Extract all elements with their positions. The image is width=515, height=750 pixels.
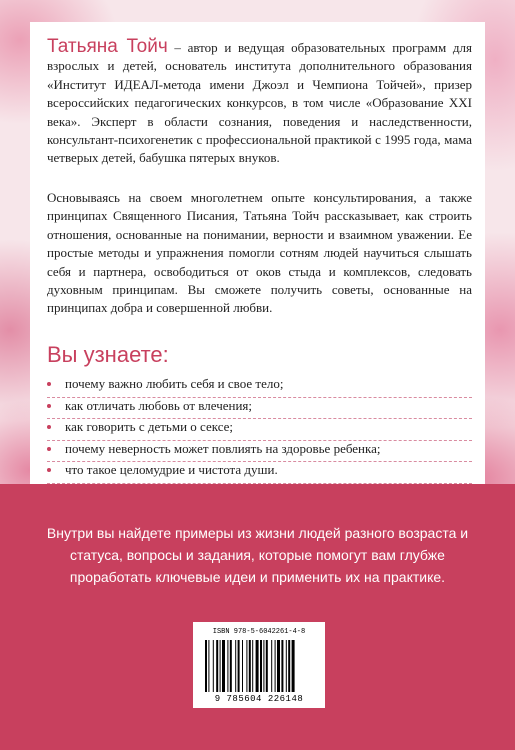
- author-bio-text: – автор и ведущая образовательных программ для взрослых и детей, основатель института дополнительного образования «Институт ИДЕАЛ-метода имени Джоэл и Чемпиона Тойчей», призер всероссийских педагогических конкурсов, в том числе «Образование XXI века». Эксперт в области сознания, поведения и наследственности, консультант-психогенетик с профессиональной практикой с 1995 года, мама четверых детей, бабушка пятерых внуков.: [47, 40, 472, 166]
- bullet-icon: [47, 404, 51, 408]
- description-paragraph: Основываясь на своем многолетнем опыте консультирования, а также принципах Священного Писания, Татьяна Тойч рассказывает, как строить отношения, основанные на понимании, верности и взаимном уважении. Ее простые методы и упражнения помогли сотням людей научиться слышать себя и партнера, освободиться от оков стыда и комплексов, следовать духовным принципам. Вы сможете получить советы, основанные на принципах добра и совершенной любви.: [47, 190, 472, 316]
- author-name: Татьяна Тойч: [47, 36, 168, 57]
- band-text: Внутри вы найдете примеры из жизни людей разного возраста и статуса, вопросы и задания, которые помогут вам глубже проработать ключевые идеи и применить их на практике.: [46, 525, 469, 585]
- barcode-icon: [205, 640, 315, 692]
- list-item: как говорить с детьми о сексе;: [47, 419, 472, 441]
- list-item: почему важно любить себя и свое тело;: [47, 376, 472, 398]
- isbn-label: ISBN 978-5-6042261-4-8: [212, 628, 306, 636]
- bullet-icon: [47, 425, 51, 429]
- bullet-icon: [47, 447, 51, 451]
- list-item: почему неверность может повлиять на здоровье ребенка;: [47, 441, 472, 463]
- learn-heading: Вы узнаете:: [47, 342, 169, 367]
- barcode-box: [193, 622, 325, 708]
- author-bio: [47, 38, 472, 168]
- bullet-icon: [47, 468, 51, 472]
- barcode-digits: 9 785604 226148: [214, 694, 304, 704]
- list-item: что такое целомудрие и чистота души.: [47, 462, 472, 484]
- learn-list: [47, 376, 472, 484]
- list-item: как отличать любовь от влечения;: [47, 398, 472, 420]
- bullet-icon: [47, 382, 51, 386]
